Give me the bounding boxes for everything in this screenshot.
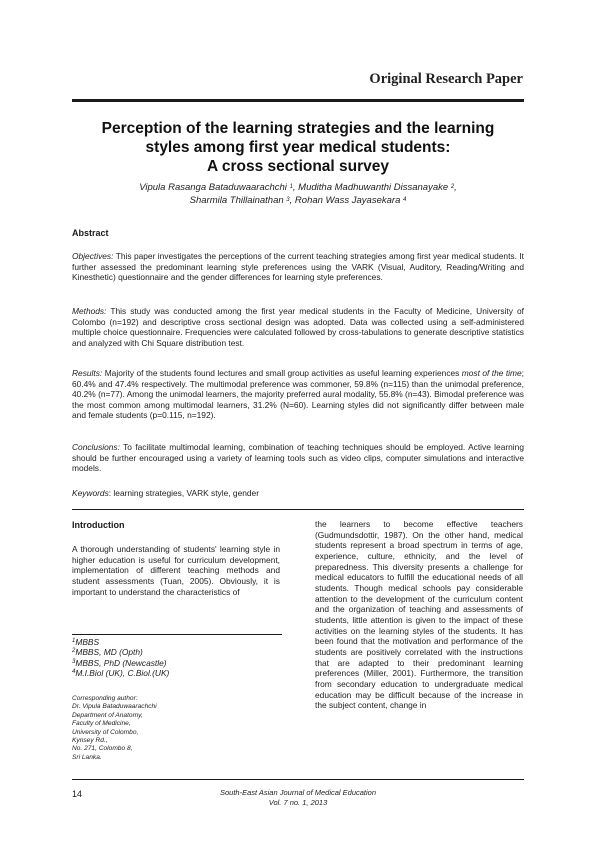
author-4: , Rohan Wass Jayasekara xyxy=(289,194,401,206)
corresponding-line: Kynsey Rd., xyxy=(72,737,108,745)
abstract-results xyxy=(72,368,524,421)
author-2-affiliation: 2 xyxy=(450,184,455,190)
journal-volume: Vol. 7 no. 1, 2013 xyxy=(268,797,328,807)
corresponding-line: Faculty of Medicine, xyxy=(72,720,131,728)
corresponding-line: Dr. Vipula Bataduwaarachchi xyxy=(72,703,157,711)
objectives-label: Objectives: xyxy=(72,251,114,261)
abstract-conclusions xyxy=(72,442,524,474)
title-line-1: Perception of the learning strategies and the learning xyxy=(101,120,495,137)
corresponding-line: Department of Anatomy, xyxy=(72,711,143,719)
introduction-heading: Introduction xyxy=(72,520,125,530)
results-text-2: ; 60.4% and 47.4% respectively. The multimodal preference was commoner, 59.8% (n=115) than the unimodal preference, 40.2% (n=77). Among the unimodal learners, the majority preferred aural modality, 55.8% (n=43). Bimodal preference was the most common among multimodal learners, 31.2% (N=60). Learning styles did not significantly differ between male and female students (p=0.115, n=192). xyxy=(72,368,524,421)
corresponding-author xyxy=(72,695,157,762)
footnote-item: $^3$MBBS, PhD (Newcastle) xyxy=(72,657,167,668)
page-number: 14 xyxy=(72,789,83,799)
author-3: Sharmila Thillainathan xyxy=(189,194,284,206)
author-separator: , xyxy=(454,182,457,193)
footnote-item: $^2$MBBS, MD (Opth) xyxy=(72,647,143,658)
corresponding-line: University of Colombo, xyxy=(72,728,139,736)
author-line-1 xyxy=(72,182,524,195)
corresponding-line: Sri Lanka. xyxy=(72,753,102,761)
methods-label: Methods: xyxy=(72,306,107,316)
author-4-affiliation: 4 xyxy=(403,196,407,203)
footnote-item: $^4$M.I.Biol (UK), C.Biol.(UK) xyxy=(72,667,170,678)
abstract-methods xyxy=(72,306,524,348)
keywords-text: : learning strategies, VARK style, gender xyxy=(108,488,259,498)
journal-name: South-East Asian Journal of Medical Education xyxy=(219,788,377,797)
abstract-objectives xyxy=(72,251,524,283)
title-line-2: styles among first year medical students: xyxy=(145,139,451,156)
corresponding-line: No. 271, Colombo 8, xyxy=(72,745,133,753)
keywords-label: Keywords xyxy=(72,488,109,498)
introduction-right-column: the learners to become effective teachers (Gudmundsdottir, 1987). On the other hand, medical students represent a broad spectrum in terms of age, experience, culture, ethnicity, and the level of preparedness. This diversity presents a challenge for medical educators to fulfill the educational needs of all students. Though medical schools pay considerable attention to the development of the curriculum content and the organization of teaching and assessments of students, little attention is given to the impact of these activities on the learning styles of the students. It has been found that the motivation and performance of the students are positively correlated with the instructions that are adapted to their predominant learning preferences (Miller, 2001). Furthermore, the transition from secondary education to undergraduate medical education may be difficult because of the increase in the subject content, change in xyxy=(315,519,523,711)
abstract-rule xyxy=(72,509,524,510)
results-text-1: Majority of the students found lectures and small group activities as useful learning experiences xyxy=(102,368,462,378)
author-list xyxy=(72,182,524,207)
title-line-3: A cross sectional survey xyxy=(206,158,390,175)
author-1-affiliation: 1 xyxy=(289,184,293,190)
footer-rule xyxy=(72,779,524,780)
article-type-label: Original Research Paper xyxy=(369,71,523,87)
journal-citation xyxy=(72,788,524,807)
corresponding-line: Corresponding author: xyxy=(72,695,138,702)
affiliation-footnotes xyxy=(72,637,169,678)
objectives-text: This paper investigates the perceptions of the current teaching strategies among first year medical students. It further assessed the predominant learning style preferences using the VARK (Visual, Auditory, Reading/Writing and Kinesthetic) questionnaire and the gender differences for learning style preferences. xyxy=(72,251,524,283)
author-line-2 xyxy=(72,195,524,208)
author-1: Vipula Rasanga Bataduwaarachchi xyxy=(139,182,287,193)
footnote-rule xyxy=(72,634,282,635)
methods-text: This study was conducted among the first year medical students in the Faculty of Medicine, University of Colombo (n=192) and descriptive cross sectional design was adopted. Data was collected using a self-administered multiple choice questionnaire. Frequencies were calculated followed by cross-tabulations to generate descriptive statistics and analyzed with Chi Square distribution test. xyxy=(72,306,524,348)
conclusions-text: To facilitate multimodal learning, combination of teaching techniques should be employed. Active learning should be further encouraged using a variety of learning tools such as video clips, computer simulations and interactive models. xyxy=(72,442,524,474)
results-emphasis: most of the time xyxy=(461,368,522,378)
author-2: , Muditha Madhuwanthi Dissanayake xyxy=(292,182,449,193)
abstract-heading: Abstract xyxy=(72,228,109,238)
results-label: Results: xyxy=(72,368,103,378)
conclusions-label: Conclusions: xyxy=(72,442,120,452)
header-rule xyxy=(72,99,524,102)
footnote-item: $^1$MBBS xyxy=(72,637,100,647)
abstract-keywords xyxy=(72,488,524,499)
author-3-affiliation: 3 xyxy=(286,196,290,203)
introduction-left-column: A thorough understanding of students' learning style in higher education is useful for curriculum development, implementation of different teaching methods and student assessments (Tuan, 2005). Obviously, it is important to understand the characteristics of xyxy=(72,544,280,597)
paper-title xyxy=(72,119,524,176)
